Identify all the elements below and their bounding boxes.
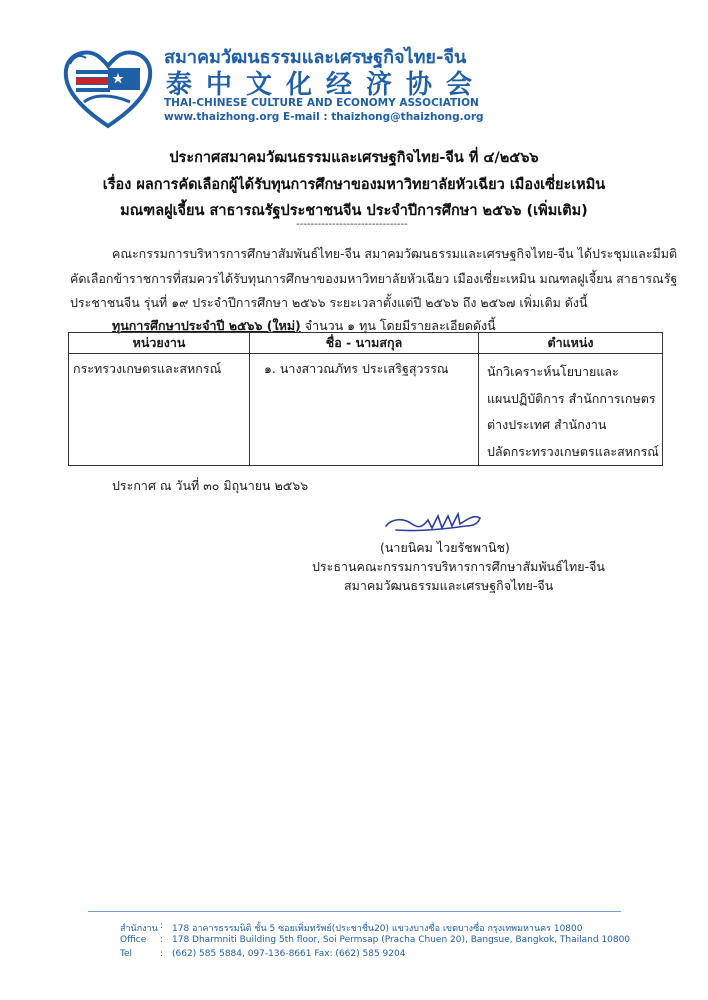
- org-name-thai: สมาคมวัฒนธรรมและเศรษฐกิจไทย-จีน: [164, 47, 467, 68]
- position-line: แผนปฏิบัติการ สำนักการเกษตร: [487, 390, 656, 406]
- footer-address-thai: 178 อาคารธรรมนิติ ชั้น 5 ซอยเพิ่มทรัพย์(ประชาชื่น20) แขวงบางซื่อ เขตบางซื่อ กรุงเทพมหานคร 10800: [172, 924, 583, 934]
- announcement-date: ประกาศ ณ วันที่ ๓๐ มิถุนายน ๒๕๖๖: [112, 478, 309, 493]
- body-paragraph-line1: คณะกรรมการบริหารการศึกษาสัมพันธ์ไทย-จีน สมาคมวัฒนธรรมและเศรษฐกิจไทย-จีน ได้ประชุมและมีมติ: [112, 246, 678, 261]
- association-logo: [60, 44, 156, 130]
- position-line: นักวิเคราะห์นโยบายและ: [487, 364, 619, 379]
- body-paragraph-line2: คัดเลือกข้าราชการที่สมควรได้รับทุนการศึกษาของมหาวิทยาลัยหัวเฉียว เมืองเซี่ยะเหมิน มณฑลฝูเจี้ยน สาธารณรัฐ: [70, 271, 678, 286]
- subheading-rest: จำนวน ๑ ทุน โดยมีรายละเอียดดังนี้: [300, 318, 496, 333]
- position-line: ปลัดกระทรวงเกษตรและสหกรณ์: [487, 443, 659, 459]
- signer-position: ประธานคณะกรรมการบริหารการศึกษาสัมพันธ์ไทย-จีน: [312, 559, 605, 574]
- signer-organization: สมาคมวัฒนธรรมและเศรษฐกิจไทย-จีน: [344, 578, 554, 593]
- org-name-chinese: 泰中文化经济协会: [166, 70, 487, 100]
- table-row: [69, 354, 663, 466]
- table-header-row: [69, 333, 663, 354]
- footer-colon: :: [160, 935, 164, 945]
- footer-label-tel: Tel: [120, 949, 133, 959]
- announcement-subject-line2: มณฑลฝูเจี้ยน สาธารณรัฐประชาชนจีน ประจำปีการศึกษา ๒๕๖๖ (เพิ่มเติม): [120, 203, 588, 219]
- footer-label-office-thai: สำนักงาน: [120, 924, 158, 934]
- title-separator: -------------------------------: [296, 219, 408, 230]
- column-header-agency: หน่วยงาน: [69, 333, 250, 354]
- footer-colon: :: [160, 949, 164, 959]
- column-header-position: ตำแหน่ง: [479, 333, 663, 354]
- name-text: ๑. นางสาวณภัทร ประเสริฐสุวรรณ: [264, 361, 449, 376]
- org-web-email: www.thaizhong.org E-mail : thaizhong@thaizhong.org: [164, 111, 484, 123]
- body-paragraph-line3: ประชาชนจีน รุ่นที่ ๑๙ ประจำปีการศึกษา ๒๕๖๖ ระยะเวลาตั้งแต่ปี ๒๕๖๖ ถึง ๒๕๖๗ เพิ่มเติม ดังนี้: [70, 295, 588, 310]
- agency-text: กระทรวงเกษตรและสหกรณ์: [73, 361, 222, 376]
- cell-position: [479, 354, 663, 466]
- footer-label-office: Office: [120, 935, 147, 945]
- signer-name: (นายนิคม ไวยรัชพานิช): [380, 540, 510, 555]
- column-header-name: ชื่อ - นามสกุล: [250, 333, 479, 354]
- announcement-subject: เรื่อง ผลการคัดเลือกผู้ได้รับทุนการศึกษาของมหาวิทยาลัยหัวเฉียว เมืองเซี่ยะเหมิน: [102, 177, 606, 193]
- footer-colon: :: [160, 921, 164, 931]
- subheading-underlined: ทุนการศึกษาประจำปี ๒๕๖๖ (ใหม่): [112, 318, 301, 333]
- cell-name: [250, 354, 479, 466]
- footer-address-english: 178 Dharmniti Building 5th floor, Soi Permsap (Pracha Chuen 20), Bangsue, Bangkok, Thailand 10800: [172, 935, 631, 945]
- cell-agency: [69, 354, 250, 466]
- footer-divider: [88, 911, 621, 912]
- position-line: ต่างประเทศ สำนักงาน: [487, 417, 607, 432]
- announcement-title: ประกาศสมาคมวัฒนธรรมและเศรษฐกิจไทย-จีน ที่ ๔/๒๕๖๖: [169, 150, 539, 166]
- recipient-table: [68, 332, 663, 466]
- org-name-english: THAI-CHINESE CULTURE AND ECONOMY ASSOCIATION: [164, 97, 479, 109]
- footer-phone-fax: (662) 585 5884, 097-136-8661 Fax: (662) 585 9204: [172, 949, 406, 959]
